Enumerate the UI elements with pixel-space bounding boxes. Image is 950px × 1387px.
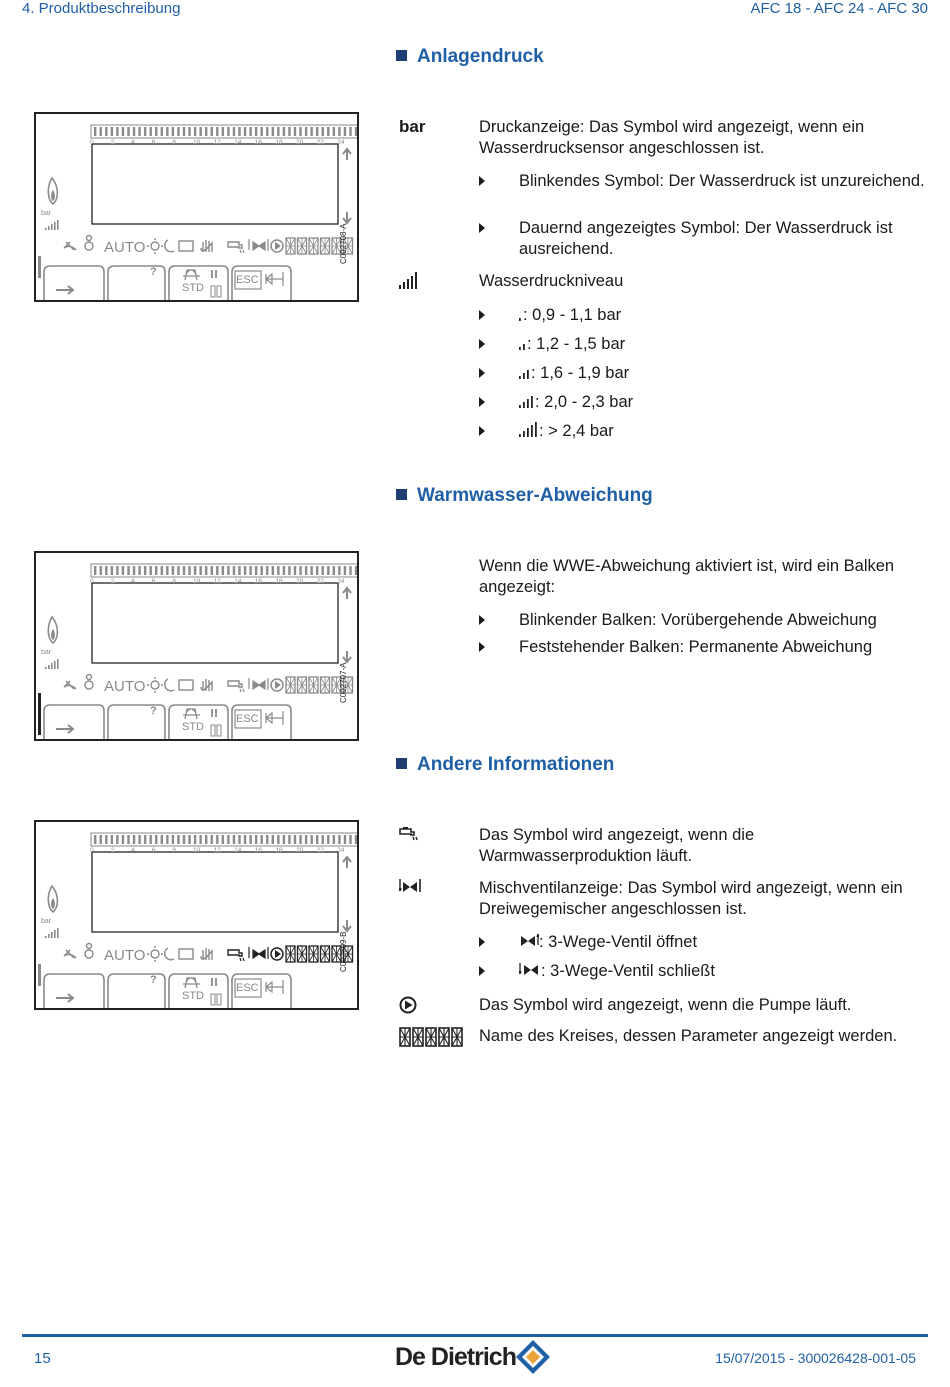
scale-tick-label: 16: [254, 847, 263, 854]
scale-tick-label: 8: [172, 139, 177, 146]
de-dietrich-logo: De Dietrich: [395, 1339, 555, 1375]
arrow-bullet-icon: [479, 310, 485, 320]
figure-code: C002707-A: [339, 662, 348, 703]
pressure-level-item: : 0,9 - 1,1 bar: [479, 305, 779, 326]
dhw-deviation-description: Wenn die WWE-Abweichung aktiviert ist, wird ein Balken angezeigt:: [479, 557, 895, 596]
scale-tick-label: 16: [254, 578, 263, 585]
scale-tick-label: 8: [172, 847, 177, 854]
scale-tick-label: 22: [316, 578, 324, 585]
section-title-warmwasser-abweichung: Warmwasser-Abweichung: [396, 485, 653, 507]
scale-tick-label: 20: [296, 578, 304, 585]
scale-tick-label: 18: [275, 578, 283, 585]
auto-mode-label: AUTO: [104, 239, 146, 256]
std-label: STD: [182, 990, 204, 1002]
list-item: Blinkender Balken: Vorübergehende Abweichung: [479, 610, 929, 631]
arrow-bullet-icon: [479, 966, 485, 976]
section-title-anlagendruck: Anlagendruck: [396, 46, 544, 68]
bar-symbol: bar: [399, 117, 426, 136]
section-marker-icon: [396, 50, 407, 61]
arrow-bullet-icon: [479, 223, 485, 233]
pressure-level-bars-icon: [399, 271, 419, 294]
logo-diamond-icon: [515, 1339, 551, 1375]
bar-label: bar: [41, 918, 52, 925]
list-item: Dauernd angezeigtes Symbol: Der Wasserdruck ist ausreichend.: [479, 218, 929, 260]
valve-close-icon: [519, 962, 541, 978]
pressure-level-item: : > 2,4 bar: [479, 421, 779, 442]
esc-label: ESC: [236, 982, 259, 994]
help-label: ?: [150, 974, 157, 986]
header-models: AFC 18 - AFC 24 - AFC 30: [750, 0, 928, 17]
scale-tick-label: 0: [90, 139, 94, 146]
esc-label: ESC: [236, 713, 259, 725]
pressure-bars-icon: [519, 335, 527, 350]
arrow-bullet-icon: [479, 937, 485, 947]
arrow-bullet-icon: [479, 426, 485, 436]
mixing-valve-description: Mischventilanzeige: Das Symbol wird angezeigt, wenn ein Dreiwegemischer angeschlossen ist.: [479, 879, 903, 918]
control-panel-figure-2: [34, 551, 359, 741]
help-label: ?: [150, 266, 157, 278]
scale-tick-label: 6: [151, 578, 156, 585]
page-number: 15: [34, 1350, 51, 1367]
arrow-bullet-icon: [479, 642, 485, 652]
section-marker-icon: [396, 758, 407, 769]
tap-water-icon: [399, 826, 419, 847]
esc-label: ESC: [236, 274, 259, 286]
pump-icon: [399, 996, 417, 1019]
scale-tick-label: 20: [296, 847, 304, 854]
std-label: STD: [182, 721, 204, 733]
bar-label: bar: [41, 649, 52, 656]
pressure-bars-icon: [519, 422, 539, 437]
scale-tick-label: 12: [213, 578, 221, 585]
scale-tick-label: 22: [316, 847, 324, 854]
auto-mode-label: AUTO: [104, 947, 146, 964]
segment-display-icon: [399, 1027, 465, 1052]
scale-tick-label: 6: [151, 847, 156, 854]
scale-tick-label: 18: [275, 139, 283, 146]
scale-tick-label: 16: [254, 139, 263, 146]
circuit-name-description: Name des Kreises, dessen Parameter angezeigt werden.: [479, 1027, 898, 1045]
scale-tick-label: 4: [131, 578, 135, 585]
pressure-level-item: : 1,6 - 1,9 bar: [479, 363, 779, 384]
scale-tick-label: 18: [275, 847, 283, 854]
scale-tick-label: 14: [234, 578, 242, 585]
auto-mode-label: AUTO: [104, 678, 146, 695]
section-title-andere-informationen: Andere Informationen: [396, 754, 614, 776]
document-reference: 15/07/2015 - 300026428-001-05: [715, 1350, 916, 1366]
scale-tick-label: 2: [110, 578, 115, 585]
scale-tick-label: 22: [316, 139, 324, 146]
figure-code: C002708-A: [339, 223, 348, 264]
scale-tick-label: 6: [151, 139, 156, 146]
dhw-production-description: Das Symbol wird angezeigt, wenn die Warmwasserproduktion läuft.: [479, 826, 755, 865]
pump-description: Das Symbol wird angezeigt, wenn die Pumpe läuft.: [479, 996, 852, 1014]
pressure-bars-icon: [519, 393, 535, 408]
scale-tick-label: 0: [90, 578, 94, 585]
bar-label: bar: [41, 210, 52, 217]
list-item: Blinkendes Symbol: Der Wasserdruck ist unzureichend.: [479, 171, 929, 213]
scale-tick-label: 12: [213, 139, 221, 146]
scale-tick-label: 10: [193, 847, 201, 854]
scale-tick-label: 10: [193, 139, 201, 146]
arrow-bullet-icon: [479, 339, 485, 349]
list-item: : 3-Wege-Ventil öffnet: [479, 932, 929, 953]
control-panel-figure-3: [34, 820, 359, 1010]
arrow-bullet-icon: [479, 397, 485, 407]
scale-tick-label: 14: [234, 139, 242, 146]
scale-tick-label: 24: [337, 139, 345, 146]
scale-tick-label: 20: [296, 139, 304, 146]
arrow-bullet-icon: [479, 368, 485, 378]
header-section: 4. Produktbeschreibung: [22, 0, 181, 17]
list-item: Feststehender Balken: Permanente Abweichung: [479, 637, 929, 658]
scale-tick-label: 4: [131, 847, 135, 854]
arrow-bullet-icon: [479, 176, 485, 186]
scale-tick-label: 0: [90, 847, 94, 854]
std-label: STD: [182, 282, 204, 294]
mixing-valve-icon: [399, 877, 421, 900]
scale-tick-label: 4: [131, 139, 135, 146]
list-item: : 3-Wege-Ventil schließt: [479, 961, 929, 982]
valve-open-icon: [519, 933, 539, 949]
scale-tick-label: 8: [172, 578, 177, 585]
scale-tick-label: 2: [110, 847, 115, 854]
scale-tick-label: 24: [337, 847, 345, 854]
pressure-bars-icon: [519, 364, 531, 379]
scale-tick-label: 2: [110, 139, 115, 146]
section-marker-icon: [396, 489, 407, 500]
pressure-display-description: Druckanzeige: Das Symbol wird angezeigt, wenn ein Wasserdrucksensor angeschlossen ist.: [479, 118, 865, 157]
help-label: ?: [150, 705, 157, 717]
figure-code: C002699-B: [339, 931, 348, 972]
pressure-level-item: : 1,2 - 1,5 bar: [479, 334, 779, 355]
scale-tick-label: 24: [337, 578, 345, 585]
scale-tick-label: 12: [213, 847, 221, 854]
control-panel-figure-1: [34, 112, 359, 302]
water-pressure-level-label: Wasserdruckniveau: [479, 272, 624, 290]
scale-tick-label: 14: [234, 847, 242, 854]
footer-divider: [22, 1334, 928, 1337]
pressure-level-item: : 2,0 - 2,3 bar: [479, 392, 779, 413]
arrow-bullet-icon: [479, 615, 485, 625]
scale-tick-label: 10: [193, 578, 201, 585]
